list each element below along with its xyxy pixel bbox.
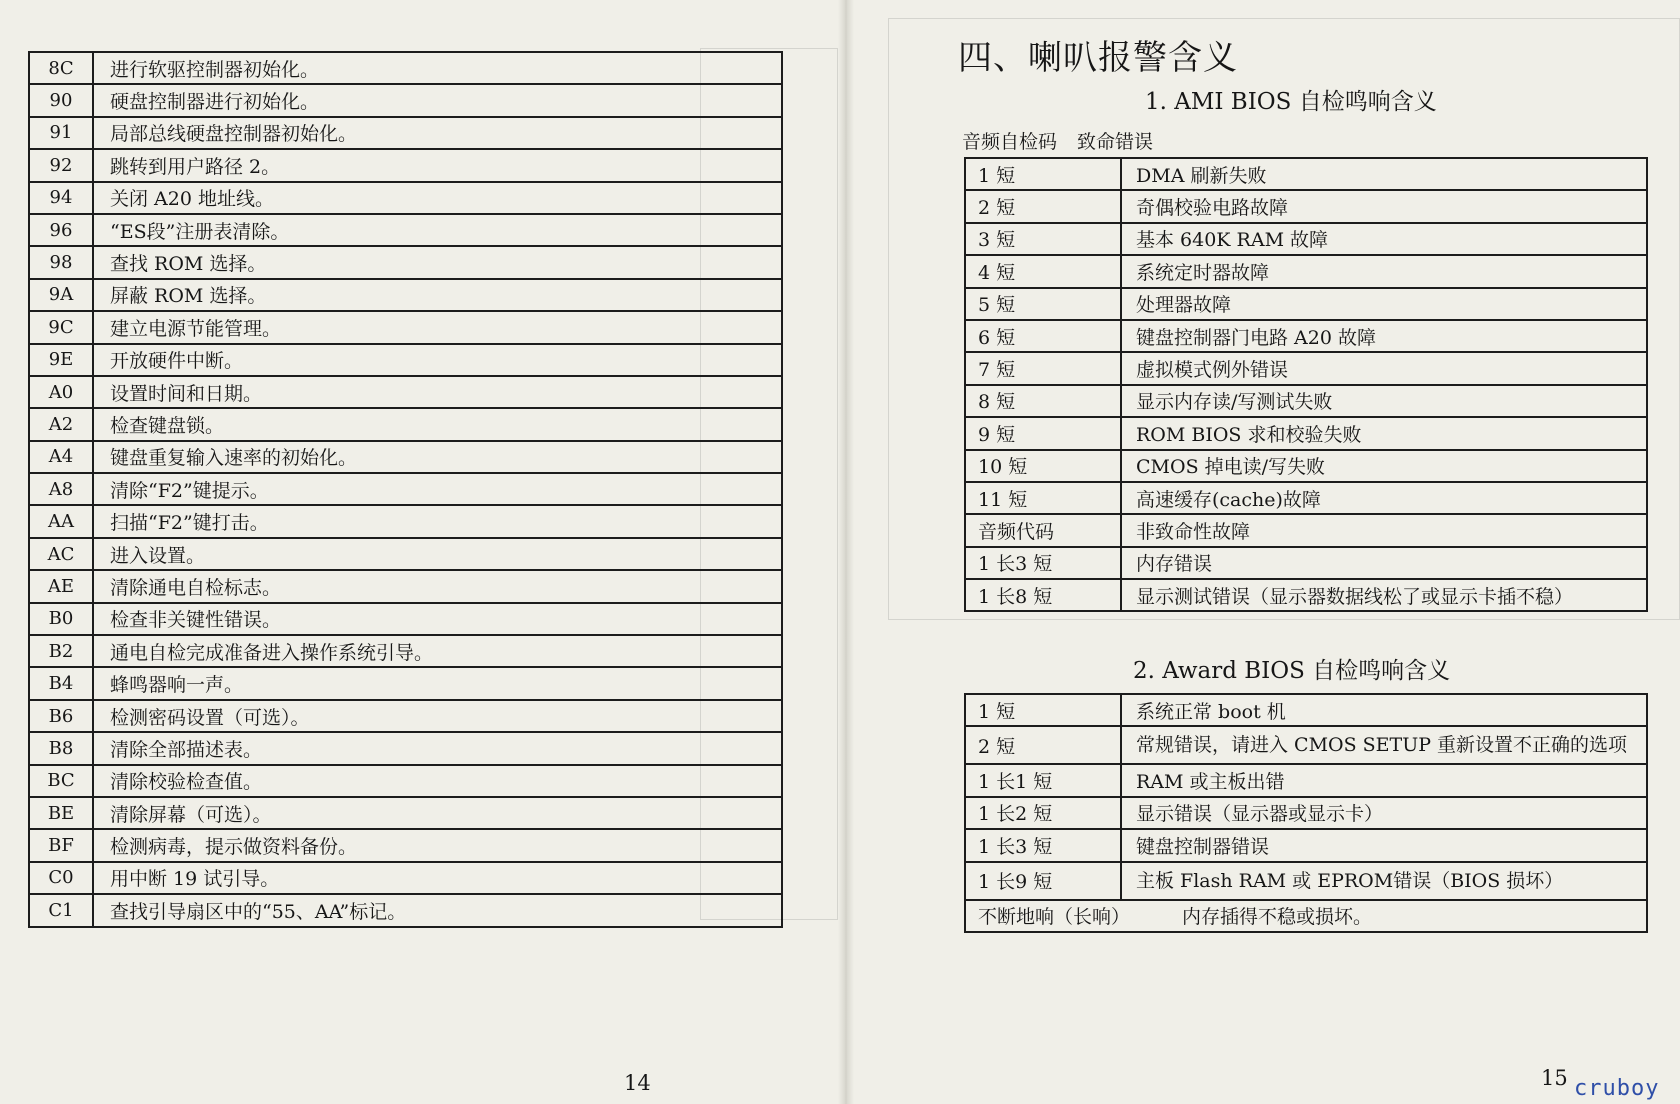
row-key: 2 短 (965, 190, 1121, 222)
table-row (965, 255, 1647, 287)
row-key: 1 短 (965, 694, 1121, 726)
row-value: 检查键盘锁。 (93, 408, 782, 440)
table-row (29, 829, 782, 861)
table-row (965, 482, 1647, 514)
row-value: 奇偶校验电路故障 (1121, 190, 1647, 222)
table-row (965, 579, 1647, 611)
row-value: 检测病毒，提示做资料备份。 (93, 829, 782, 861)
row-key: 7 短 (965, 352, 1121, 384)
row-key: A0 (29, 376, 93, 408)
row-value: 键盘控制器错误 (1121, 829, 1647, 861)
table-row (965, 450, 1647, 482)
row-key: C1 (29, 894, 93, 926)
row-key: 1 长1 短 (965, 764, 1121, 796)
row-value: 系统定时器故障 (1121, 255, 1647, 287)
table-row (29, 279, 782, 311)
row-value: 局部总线硬盘控制器初始化。 (93, 117, 782, 149)
row-value: ROM BIOS 求和校验失败 (1121, 417, 1647, 449)
table-row (965, 320, 1647, 352)
table-row (29, 117, 782, 149)
table-row (29, 441, 782, 473)
row-key: 6 短 (965, 320, 1121, 352)
table-row (29, 603, 782, 635)
ami-beep-table (964, 157, 1648, 612)
row-key: 9 短 (965, 417, 1121, 449)
row-value: 键盘控制器门电路 A20 故障 (1121, 320, 1647, 352)
row-value: 扫描“F2”键打击。 (93, 505, 782, 537)
section-heading: 四、喇叭报警含义 (958, 38, 1238, 78)
row-key: 94 (29, 182, 93, 214)
col-error-label: 致命错误 (1077, 131, 1154, 153)
row-value: 清除全部描述表。 (93, 732, 782, 764)
row-key: 1 短 (965, 158, 1121, 190)
table-row (29, 408, 782, 440)
row-key: C0 (29, 862, 93, 894)
table-row (965, 829, 1647, 861)
col-code-label: 音频自检码 (962, 131, 1058, 153)
row-key: 1 长9 短 (965, 862, 1121, 900)
row-value: 显示错误（显示器或显示卡） (1121, 797, 1647, 829)
row-value: 进行软驱控制器初始化。 (93, 52, 782, 84)
row-value: 进入设置。 (93, 538, 782, 570)
row-value: 查找引导扇区中的“55、AA”标记。 (93, 894, 782, 926)
row-key: 8C (29, 52, 93, 84)
row-key: B4 (29, 667, 93, 699)
award-beep-table (964, 693, 1648, 933)
table-row (29, 214, 782, 246)
row-value: 清除通电自检标志。 (93, 570, 782, 602)
table-row (965, 862, 1647, 900)
row-key: A8 (29, 473, 93, 505)
award-last-cell (965, 900, 1647, 932)
row-key: AC (29, 538, 93, 570)
row-key: 1 长3 短 (965, 547, 1121, 579)
row-key: 98 (29, 246, 93, 278)
table-row (29, 311, 782, 343)
table-row (965, 223, 1647, 255)
row-key: A2 (29, 408, 93, 440)
row-value: 设置时间和日期。 (93, 376, 782, 408)
table-row (965, 514, 1647, 546)
row-key: B6 (29, 700, 93, 732)
table-row (29, 797, 782, 829)
row-value: 清除“F2”键提示。 (93, 473, 782, 505)
row-value: 通电自检完成准备进入操作系统引导。 (93, 635, 782, 667)
row-key: BE (29, 797, 93, 829)
post-code-table (28, 51, 783, 928)
table-row (965, 547, 1647, 579)
row-value: 清除校验检查值。 (93, 765, 782, 797)
table-row (29, 505, 782, 537)
row-value: 屏蔽 ROM 选择。 (93, 279, 782, 311)
row-value: 用中断 19 试引导。 (93, 862, 782, 894)
row-value: 内存错误 (1121, 547, 1647, 579)
row-value: 主板 Flash RAM 或 EPROM错误（BIOS 损坏） (1121, 862, 1647, 900)
row-value: 处理器故障 (1121, 288, 1647, 320)
row-key: BF (29, 829, 93, 861)
table-row (29, 570, 782, 602)
row-value: 开放硬件中断。 (93, 344, 782, 376)
row-key: 96 (29, 214, 93, 246)
row-key: BC (29, 765, 93, 797)
ami-title: 1. AMI BIOS 自检鸣响含义 (1145, 89, 1437, 115)
page-number-left: 14 (624, 1071, 651, 1095)
row-value: 检查非关键性错误。 (93, 603, 782, 635)
row-value: 基本 640K RAM 故障 (1121, 223, 1647, 255)
table-row (965, 158, 1647, 190)
row-value: 常规错误，请进入 CMOS SETUP 重新设置不正确的选项 (1121, 726, 1647, 764)
row-key: 92 (29, 149, 93, 181)
row-value: 系统正常 boot 机 (1121, 694, 1647, 726)
table-row (29, 894, 782, 926)
row-value: 键盘重复输入速率的初始化。 (93, 441, 782, 473)
row-key: 91 (29, 117, 93, 149)
row-key: 1 长3 短 (965, 829, 1121, 861)
row-value: RAM 或主板出错 (1121, 764, 1647, 796)
row-key: 9A (29, 279, 93, 311)
row-key: 2 短 (965, 726, 1121, 764)
table-row (29, 635, 782, 667)
row-key: 音频代码 (965, 514, 1121, 546)
award-last-value: 内存插得不稳或损坏。 (1182, 906, 1373, 929)
row-key: 11 短 (965, 482, 1121, 514)
table-row (29, 376, 782, 408)
row-value: DMA 刷新失败 (1121, 158, 1647, 190)
book-gutter (838, 0, 854, 1104)
watermark: cruboy (1574, 1076, 1660, 1101)
row-value: 查找 ROM 选择。 (93, 246, 782, 278)
table-row (29, 84, 782, 116)
row-key: B8 (29, 732, 93, 764)
table-row (29, 765, 782, 797)
row-value: 蜂鸣器响一声。 (93, 667, 782, 699)
row-value: 跳转到用户路径 2。 (93, 149, 782, 181)
table-row (965, 417, 1647, 449)
row-value: 硬盘控制器进行初始化。 (93, 84, 782, 116)
table-row (29, 149, 782, 181)
table-row (965, 694, 1647, 726)
row-key: 4 短 (965, 255, 1121, 287)
row-key: 9E (29, 344, 93, 376)
row-key: AE (29, 570, 93, 602)
row-key: AA (29, 505, 93, 537)
table-row (29, 732, 782, 764)
row-key: 1 长8 短 (965, 579, 1121, 611)
row-value: 显示测试错误（显示器数据线松了或显示卡插不稳） (1121, 579, 1647, 611)
row-value: CMOS 掉电读/写失败 (1121, 450, 1647, 482)
row-key: B0 (29, 603, 93, 635)
table-row (965, 726, 1647, 764)
row-key: 90 (29, 84, 93, 116)
table-row (965, 900, 1647, 932)
row-key: 9C (29, 311, 93, 343)
row-value: 高速缓存(cache)故障 (1121, 482, 1647, 514)
row-key: 10 短 (965, 450, 1121, 482)
row-value: “ES段”注册表清除。 (93, 214, 782, 246)
row-key: 3 短 (965, 223, 1121, 255)
row-value: 检测密码设置（可选）。 (93, 700, 782, 732)
row-value: 关闭 A20 地址线。 (93, 182, 782, 214)
table-row (29, 473, 782, 505)
row-value: 显示内存读/写测试失败 (1121, 385, 1647, 417)
row-value: 建立电源节能管理。 (93, 311, 782, 343)
row-key: 8 短 (965, 385, 1121, 417)
table-row (29, 700, 782, 732)
table-row (29, 538, 782, 570)
table-row (29, 246, 782, 278)
table-row (965, 288, 1647, 320)
table-row (29, 182, 782, 214)
row-key: 1 长2 短 (965, 797, 1121, 829)
row-key: A4 (29, 441, 93, 473)
row-key: B2 (29, 635, 93, 667)
row-key: 5 短 (965, 288, 1121, 320)
row-value: 虚拟模式例外错误 (1121, 352, 1647, 384)
award-last-key: 不断地响（长响） (978, 906, 1131, 929)
row-value: 清除屏幕（可选）。 (93, 797, 782, 829)
page-number-right: 15 (1541, 1066, 1568, 1090)
table-row (965, 352, 1647, 384)
ami-column-header (962, 127, 1153, 154)
table-row (965, 385, 1647, 417)
table-row (965, 764, 1647, 796)
table-row (29, 344, 782, 376)
table-row (29, 862, 782, 894)
table-row (965, 797, 1647, 829)
table-row (29, 667, 782, 699)
table-row (29, 52, 782, 84)
table-row (965, 190, 1647, 222)
row-value: 非致命性故障 (1121, 514, 1647, 546)
award-title: 2. Award BIOS 自检鸣响含义 (1133, 658, 1451, 684)
